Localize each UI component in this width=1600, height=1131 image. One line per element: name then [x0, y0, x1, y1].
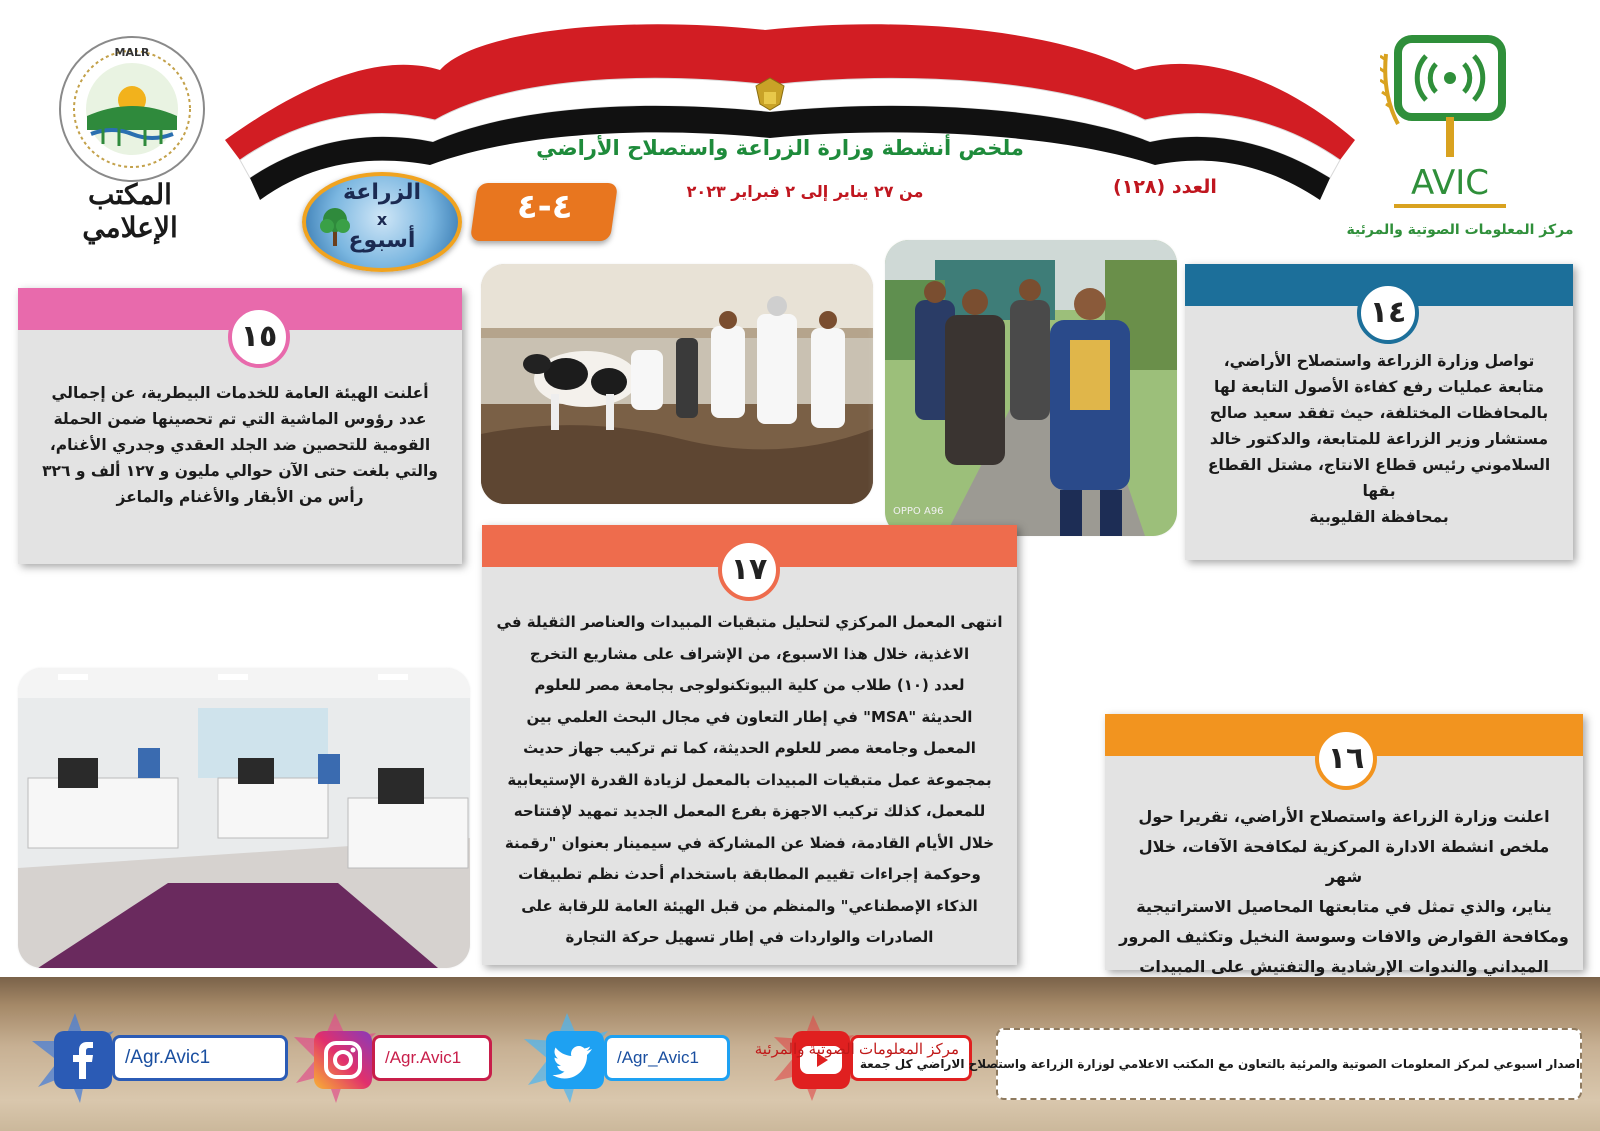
card-15-body — [32, 380, 448, 510]
card-14-line: تواصل وزارة الزراعة واستصلاح الأراضي، — [1223, 352, 1535, 370]
emblem-text: MALR — [114, 46, 150, 59]
card-17-line: خلال الأيام القادمة، فضلا عن المشاركة في سيمينار بعنوان "رقمنة — [504, 833, 995, 852]
card-17-line: المعمل وجامعة مصر للعلوم الحديثة، كما تم تركيب جهاز حديث — [523, 739, 976, 757]
laboratory-photo — [18, 668, 470, 968]
avic-text: AVIC — [1410, 163, 1490, 203]
media-office-label: المكتب الإعلامي — [82, 178, 178, 244]
card-16-line: الميداني والندوات الإرشادية والتفتيش على المبيدات — [1139, 957, 1549, 976]
badge-line-2: x — [376, 210, 388, 229]
facebook-handle[interactable]: /Agr.Avic1 — [112, 1035, 288, 1081]
card-14-number: ١٤ — [1357, 282, 1419, 344]
badge-line-3: أسبوع — [348, 228, 416, 253]
part-tag — [470, 183, 618, 241]
page-title: ملخص أنشطة وزارة الزراعة واستصلاح الأراضي — [536, 136, 1024, 160]
card-14-line: بمحافظة القليوبية — [1309, 508, 1449, 526]
card-14-line: مستشار وزير الزراعة للمتابعة، والدكتور خالد — [1209, 430, 1549, 448]
news-card-16 — [1105, 714, 1583, 976]
card-17-line: الذكاء الإصطناعي" والمنظم من قبل الهيئة العامة للرقابة على — [521, 896, 978, 915]
card-17-line: وحوكمة إجراءات تقييم المطابقة باستخدام أحدث نظم تطبيقات — [518, 865, 981, 883]
card-17-line: الاغذية، خلال هذا الاسبوع، من الإشراف على مشاريع التخرج — [529, 644, 970, 663]
card-15-line: أعلنت الهيئة العامة للخدمات البيطرية، عن إجمالي — [51, 384, 429, 402]
card-17-number: ١٧ — [718, 539, 780, 601]
card-17-line: لعدد (١٠) طلاب من كلية البيوتكنولوجى بجامعة مصر للعلوم — [534, 676, 965, 694]
avic-caption: مركز المعلومات الصوتية والمرئية — [1346, 222, 1574, 238]
card-16-line: ملخص انشطة الادارة المركزية لمكافحة الآفات، خلال شهر — [1138, 837, 1550, 886]
card-14-body — [1199, 348, 1559, 530]
date-range: من ٢٧ يناير إلى ٢ فبراير ٢٠٢٣ — [686, 182, 924, 201]
nursery-visit-photo — [885, 240, 1177, 536]
card-14-line: بالمحافظات المختلفة، حيث تفقد سعيد صالح — [1209, 404, 1549, 422]
youtube-icon — [792, 1031, 850, 1089]
ministry-emblem — [57, 34, 207, 184]
camera-watermark: OPPO A96 — [893, 506, 944, 517]
card-17-line: الحديثة "MSA" في إطار التعاون في مجال البحث العلمي بين — [526, 707, 973, 726]
part-label: ٤-٤ — [516, 187, 573, 227]
instagram-icon — [314, 1031, 372, 1089]
agriculture-week-badge — [302, 172, 462, 272]
card-16-body — [1119, 802, 1569, 982]
card-15-line: عدد رؤوس الماشية التي تم تحصينها ضمن الحملة — [53, 410, 427, 428]
twitter-icon — [546, 1031, 604, 1089]
card-17-body — [496, 607, 1003, 954]
card-15-line: والتي بلغت حتى الآن حوالي مليون و ١٢٧ ألف و ٣٢٦ — [42, 462, 438, 480]
card-17-line: للمعمل، كذلك تركيب الاجهزة بفرع المعمل الجديد تمهيد لإفتتاحه — [513, 802, 986, 820]
card-15-line: رأس من الأبقار والأغنام والماعز — [116, 488, 364, 506]
card-14-line: السلاموني رئيس قطاع الانتاج، مشتل القطاع بقها — [1207, 456, 1551, 500]
footer-publication-note: اصدار اسبوعي لمركز المعلومات الصوتية والمرئية بالتعاون مع المكتب الاعلامي لوزارة الزراعة واستصلاح الاراضي كل جمعة — [996, 1028, 1582, 1100]
card-16-line: يناير، والذي تمثل في متابعتها المحاصيل الاستراتيجية — [1136, 897, 1552, 916]
issue-number: العدد (١٢٨) — [1113, 176, 1217, 198]
news-card-17 — [482, 525, 1017, 965]
card-17-line: انتهى المعمل المركزي لتحليل متبقيات المبيدات والعناصر الثقيلة في — [496, 613, 1003, 631]
vaccination-photo — [481, 264, 873, 504]
card-16-line: ومكافحة القوارض والافات وسوسة النخيل وتكثيف المرور — [1119, 927, 1569, 946]
facebook-icon — [54, 1031, 112, 1089]
news-card-15 — [18, 288, 462, 564]
card-17-line: بمجموعة عمل متبقيات المبيدات بالمعمل لزيادة القدرة الإستيعابية — [507, 770, 992, 789]
twitter-handle[interactable]: /Agr_Avic1 — [604, 1035, 730, 1081]
card-17-line: الصادرات والواردات في إطار تسهيل حركة التجارة — [565, 928, 934, 946]
instagram-handle[interactable]: /Agr.Avic1 — [372, 1035, 492, 1081]
card-14-line: متابعة عمليات رفع كفاءة الأصول التابعة لها — [1214, 378, 1544, 396]
card-15-number: ١٥ — [228, 306, 290, 368]
badge-line-1: الزراعة — [342, 180, 422, 205]
youtube-handle[interactable]: مركز المعلومات الصوتية والمرئية — [850, 1035, 972, 1081]
avic-logo — [1380, 34, 1510, 214]
card-15-line: القومية للتحصين ضد الجلد العقدي وجدري الأغنام، — [49, 436, 431, 454]
card-16-number: ١٦ — [1315, 728, 1377, 790]
news-card-14 — [1185, 264, 1573, 560]
card-16-line: اعلنت وزارة الزراعة واستصلاح الأراضي، تقريرا حول — [1138, 807, 1550, 826]
